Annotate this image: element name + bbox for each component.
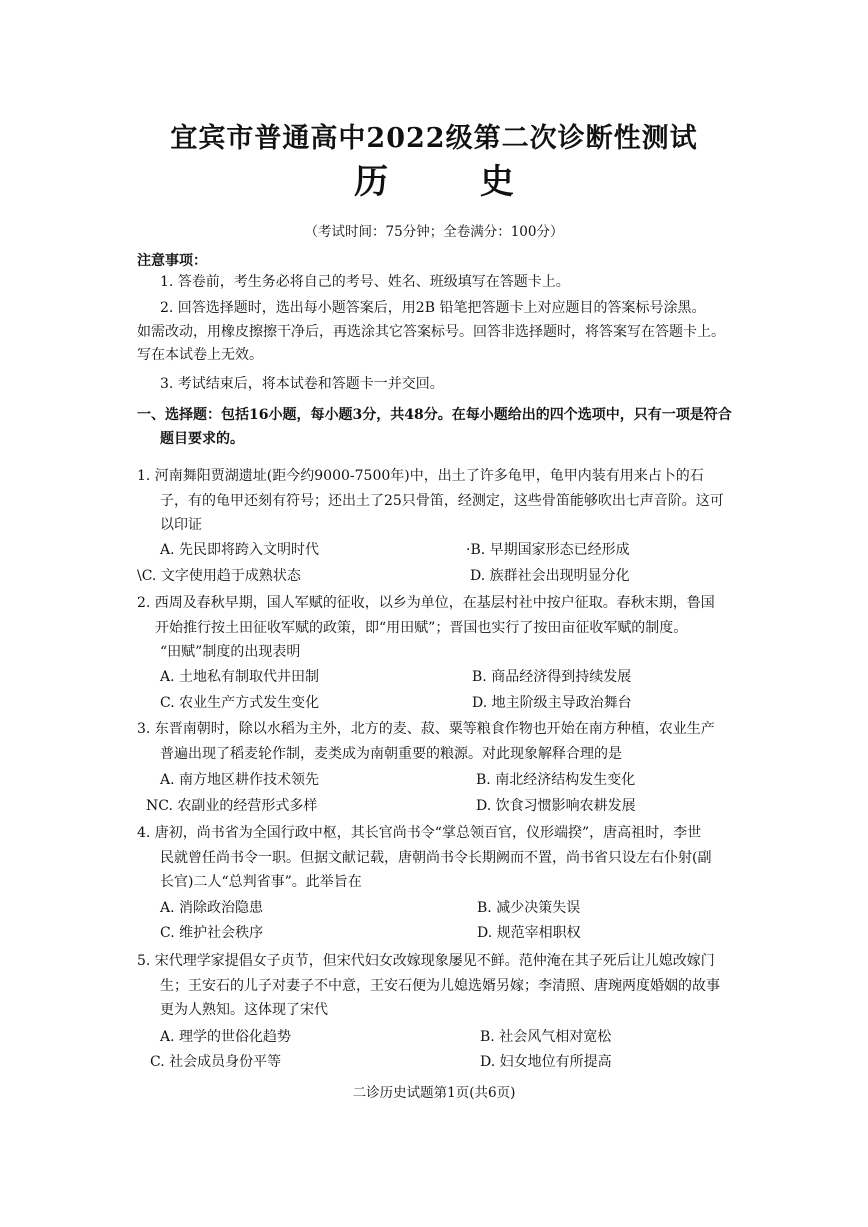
section-heading: 一、选择题：包括16小题，每小题3分，共48分。在每小题给出的四个选项中，只有一项是符合 bbox=[137, 407, 732, 423]
exam-title: 宜宾市普通高中2022级第二次诊断性测试 bbox=[170, 123, 698, 154]
question-4-option-a: A. 消除政治隐患 bbox=[160, 900, 264, 916]
question-3-line: 3. 东晋南朝时，除以水稻为主外，北方的麦、菽、粟等粮食作物也开始在南方种植，农业生产 bbox=[137, 721, 715, 737]
question-5-option-b: B. 社会风气相对宽松 bbox=[480, 1029, 612, 1045]
question-4-line: 4. 唐初，尚书省为全国行政中枢，其长官尚书令“掌总领百官，仪形端揆”，唐高祖时，李世 bbox=[137, 825, 702, 841]
note-item-2-cont2: 写在本试卷上无效。 bbox=[137, 347, 263, 363]
question-4-option-d: D. 规范宰相职权 bbox=[477, 925, 581, 941]
subject-title: 历 史 bbox=[354, 162, 554, 202]
question-5-line: 更为人熟知。这体现了宋代 bbox=[160, 1002, 328, 1018]
note-item-2: 2. 回答选择题时，选出每小题答案后，用2B 铅笔把答题卡上对应题目的答案标号涂黑。 bbox=[160, 300, 706, 316]
notes-heading: 注意事项： bbox=[137, 253, 207, 269]
question-3-option-d: D. 饮食习惯影响农耕发展 bbox=[476, 798, 636, 814]
question-1-option-c: \C. 文字使用趋于成熟状态 bbox=[137, 568, 301, 584]
section-heading-cont: 题目要求的。 bbox=[160, 431, 244, 447]
question-1-option-d: D. 族群社会出现明显分化 bbox=[470, 568, 630, 584]
page-footer: 二诊历史试题第1页(共6页) bbox=[352, 1085, 516, 1101]
note-item-2-cont: 如需改动，用橡皮擦擦干净后，再选涂其它答案标号。回答非选择题时，将答案写在答题卡上。 bbox=[137, 324, 725, 340]
question-2-option-d: D. 地主阶级主导政治舞台 bbox=[472, 695, 632, 711]
question-1-option-b: ·B. 早期国家形态已经形成 bbox=[466, 542, 630, 558]
question-1-line: 1. 河南舞阳贾湖遗址(距今约9000-7500年)中，出土了许多龟甲，龟甲内装有用来占卜的石 bbox=[137, 468, 704, 484]
note-item-1: 1. 答卷前，考生务必将自己的考号、姓名、班级填写在答题卡上。 bbox=[160, 274, 570, 290]
question-3-option-b: B. 南北经济结构发生变化 bbox=[476, 772, 636, 788]
question-2-option-c: C. 农业生产方式发生变化 bbox=[160, 695, 320, 711]
question-1-option-a: A. 先民即将跨入文明时代 bbox=[160, 542, 320, 558]
question-4-option-c: C. 维护社会秩序 bbox=[160, 925, 264, 941]
question-3-line: 普遍出现了稻麦轮作制，麦类成为南朝重要的粮源。对此现象解释合理的是 bbox=[160, 746, 622, 762]
question-3-option-c: NC. 农副业的经营形式多样 bbox=[146, 798, 318, 814]
question-5-line: 5. 宋代理学家提倡女子贞节，但宋代妇女改嫁现象屡见不鲜。范仲淹在其子死后让儿媳改嫁门 bbox=[137, 953, 715, 969]
note-item-3: 3. 考试结束后，将本试卷和答题卡一并交回。 bbox=[160, 376, 444, 392]
question-2-option-b: B. 商品经济得到持续发展 bbox=[472, 669, 632, 685]
question-5-option-c: C. 社会成员身份平等 bbox=[150, 1054, 282, 1070]
question-1-line: 以印证 bbox=[160, 517, 202, 533]
question-3-option-a: A. 南方地区耕作技术领先 bbox=[160, 772, 320, 788]
question-1-line: 子，有的龟甲还刻有符号；还出土了25只骨笛，经测定，这些骨笛能够吹出七声音阶。这可 bbox=[160, 493, 724, 509]
question-5-option-d: D. 妇女地位有所提高 bbox=[480, 1054, 612, 1070]
question-2-line: 2. 西周及春秋早期，国人军赋的征收，以乡为单位，在基层村社中按户征取。春秋末期，鲁国 bbox=[137, 595, 715, 611]
question-4-option-b: B. 减少决策失误 bbox=[477, 900, 581, 916]
question-2-option-a: A. 土地私有制取代井田制 bbox=[160, 669, 320, 685]
question-4-line: 长官)二人“总判省事”。此举旨在 bbox=[160, 874, 362, 890]
question-5-line: 生；王安石的儿子对妻子不中意，王安石便为儿媳选婿另嫁；李清照、唐琬两度婚姻的故事 bbox=[160, 978, 720, 994]
question-4-line: 民就曾任尚书令一职。但据文献记载，唐朝尚书令长期阙而不置，尚书省只设左右仆射(副 bbox=[160, 850, 712, 866]
exam-info: （考试时间：75分钟；全卷满分：100分） bbox=[304, 224, 564, 240]
question-2-line: 开始推行按土田征收军赋的政策，即“用田赋”；晋国也实行了按田亩征收军赋的制度。 bbox=[155, 620, 688, 636]
question-5-option-a: A. 理学的世俗化趋势 bbox=[160, 1029, 292, 1045]
question-2-line: “田赋”制度的出现表明 bbox=[160, 644, 301, 660]
